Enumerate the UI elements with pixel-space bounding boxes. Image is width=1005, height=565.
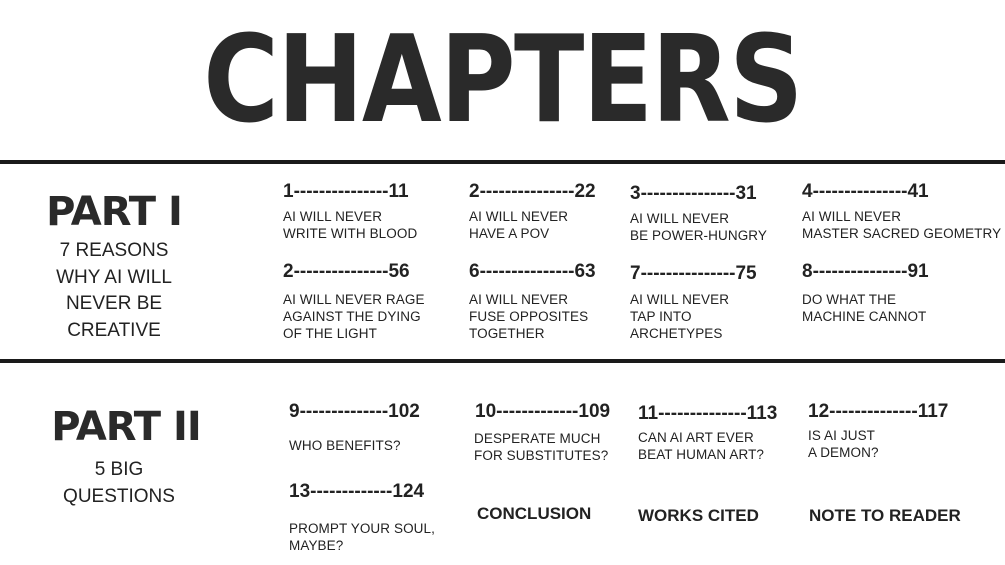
chapter-title: AI WILL NEVER MASTER SACRED GEOMETRY bbox=[802, 209, 1002, 241]
part1-heading: PART I bbox=[46, 189, 182, 235]
chapter-range: 2---------------56 bbox=[283, 261, 410, 282]
chapter-title: IS AI JUST A DEMON? bbox=[808, 428, 879, 460]
chapter-title: AI WILL NEVER TAP INTO ARCHETYPES bbox=[630, 292, 730, 341]
part1-subtitle-line: NEVER BE bbox=[65, 293, 163, 314]
chapter-title: PROMPT YOUR SOUL, MAYBE? bbox=[289, 521, 435, 553]
chapter-title: AI WILL NEVER WRITE WITH BLOOD bbox=[283, 209, 418, 241]
chapter-title: AI WILL NEVER HAVE A POV bbox=[469, 209, 569, 241]
page-title: CHAPTERS bbox=[203, 11, 802, 150]
chapter-range: 11--------------113 bbox=[638, 403, 778, 424]
chapter-range: 12--------------117 bbox=[808, 401, 949, 422]
chapter-range: 7---------------75 bbox=[630, 263, 757, 284]
chapter-title: WHO BENEFITS? bbox=[289, 438, 401, 453]
chapter-range: 8---------------91 bbox=[802, 261, 929, 282]
chapter-range: 1---------------11 bbox=[283, 181, 409, 202]
part1-subtitle-line: 7 REASONS bbox=[59, 240, 169, 261]
chapter-title: AI WILL NEVER FUSE OPPOSITES TOGETHER bbox=[469, 292, 589, 341]
chapter-range: 10-------------109 bbox=[475, 401, 611, 422]
part2-subtitle-line: 5 BIG bbox=[94, 459, 144, 480]
chapter-range: 3---------------31 bbox=[630, 183, 757, 204]
part2-subtitle bbox=[33, 457, 205, 510]
chapter-title: DO WHAT THE MACHINE CANNOT bbox=[802, 292, 927, 324]
part2-heading: PART II bbox=[51, 404, 201, 450]
chapter-title: AI WILL NEVER RAGE AGAINST THE DYING OF THE LIGHT bbox=[283, 292, 425, 341]
part2-subtitle-line: QUESTIONS bbox=[63, 485, 175, 507]
divider-top bbox=[0, 160, 1005, 164]
chapter-title: DESPERATE MUCH FOR SUBSTITUTES? bbox=[474, 431, 609, 463]
chapter-title: CAN AI ART EVER BEAT HUMAN ART? bbox=[638, 430, 765, 462]
part1-subtitle-line: CREATIVE bbox=[67, 319, 161, 341]
divider-middle bbox=[0, 359, 1005, 363]
chapter-range: 2---------------22 bbox=[469, 181, 596, 202]
chapter-range: 4---------------41 bbox=[802, 181, 929, 202]
note-to-reader-heading: NOTE TO READER bbox=[809, 506, 961, 525]
chapter-range: 6---------------63 bbox=[469, 261, 596, 282]
conclusion-heading: CONCLUSION bbox=[477, 504, 592, 523]
chapter-range: 13-------------124 bbox=[289, 481, 425, 502]
part1-subtitle bbox=[28, 238, 200, 344]
chapter-title: AI WILL NEVER BE POWER-HUNGRY bbox=[630, 211, 768, 243]
chapter-range: 9--------------102 bbox=[289, 401, 420, 422]
part1-subtitle-line: WHY AI WILL bbox=[56, 266, 172, 288]
works-cited-heading: WORKS CITED bbox=[638, 506, 759, 525]
